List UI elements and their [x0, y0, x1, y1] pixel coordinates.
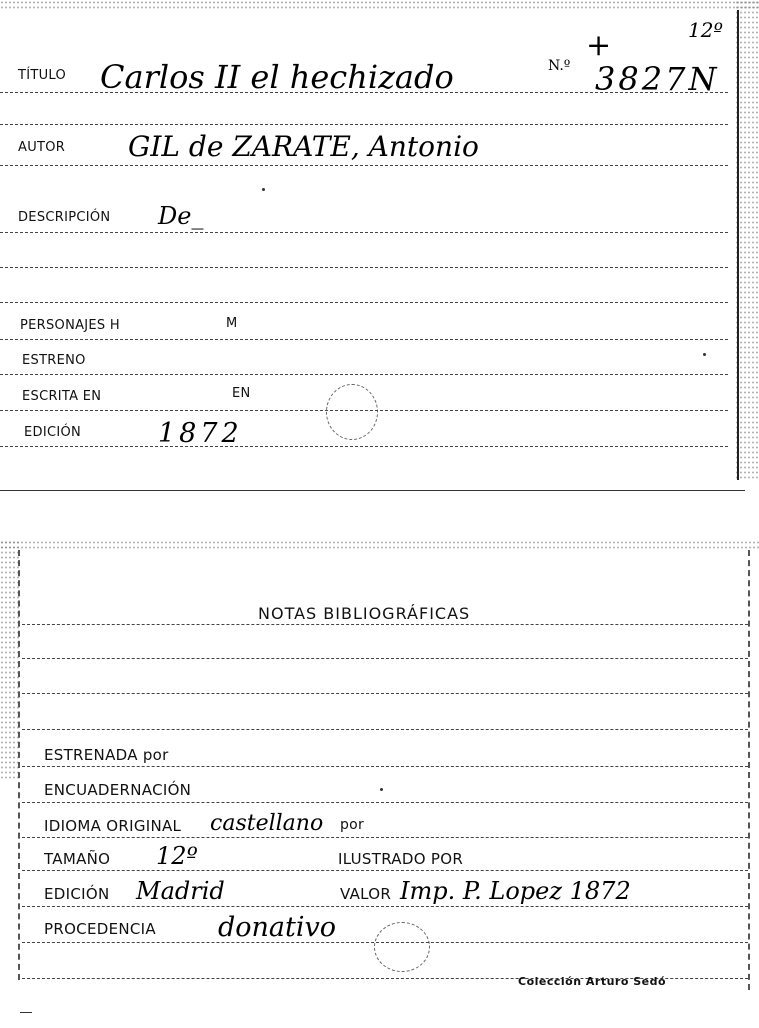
ink-dot [262, 188, 265, 191]
personajes-m-label: M [226, 316, 238, 331]
catalog-card-back [0, 540, 759, 1028]
procedencia-line [22, 942, 748, 943]
card-bottom-edge [0, 490, 745, 491]
edicion-line [0, 446, 728, 447]
escrita-en-2-label: EN [232, 386, 251, 401]
collection-footer: Colección Arturo Sedó [518, 975, 667, 988]
estreno-line [0, 374, 728, 375]
notas-line-2 [22, 658, 748, 659]
punch-hole-mark [374, 922, 430, 972]
card-right-edge [737, 10, 739, 480]
ilustrado-label: ILUSTRADO POR [338, 850, 464, 868]
estrenada-label: ESTRENADA por [44, 746, 169, 764]
descripcion-line-2 [0, 267, 728, 268]
punch-hole-mark [326, 384, 378, 440]
autor-label: AUTOR [18, 140, 66, 155]
escrita-en-label: ESCRITA EN [22, 389, 102, 404]
encuadernacion-line [22, 802, 748, 803]
numero-label: N.º [548, 58, 571, 74]
personajes-label: PERSONAJES H [20, 318, 120, 333]
edicion-valor-line [22, 906, 748, 907]
edge-mark [20, 1012, 32, 1013]
valor-value: Imp. P. Lopez 1872 [400, 877, 631, 905]
descripcion-label: DESCRIPCIÓN [18, 210, 111, 225]
tamano-label: TAMAÑO [44, 850, 111, 868]
scan-noise-left [0, 540, 20, 780]
idioma-label: IDIOMA ORIGINAL [44, 817, 182, 835]
tamano-value: 12º [156, 842, 198, 870]
ink-dot [380, 788, 383, 791]
catalog-card-front [0, 0, 759, 492]
scan-noise-top [0, 540, 759, 550]
procedencia-label: PROCEDENCIA [44, 920, 156, 938]
notas-line-4 [22, 729, 748, 730]
autor-value: GIL de ZARATE, Antonio [128, 130, 479, 163]
idioma-por-label: por [340, 817, 365, 833]
titulo-label: TÍTULO [18, 68, 67, 83]
scan-noise-top [0, 0, 759, 10]
estrenada-line [22, 766, 748, 767]
card-left-edge [18, 550, 20, 980]
card-right-edge [748, 550, 750, 990]
autor-line [0, 165, 728, 166]
tamano-line [22, 870, 748, 871]
numero-value: 3827N [595, 60, 720, 98]
descripcion-value: De_ [158, 202, 204, 230]
personajes-line [0, 339, 728, 340]
descripcion-line-3 [0, 302, 728, 303]
notas-heading: NOTAS BIBLIOGRÁFICAS [258, 604, 471, 623]
valor-label: VALOR [340, 885, 392, 903]
numero-mark: + [586, 28, 612, 63]
edicion-value: 1872 [158, 418, 243, 449]
ink-dot [703, 353, 706, 356]
descripcion-line-1 [0, 232, 728, 233]
idioma-line [22, 837, 748, 838]
edicion-label: EDICIÓN [24, 425, 82, 440]
separator-line [0, 124, 728, 125]
escrita-en-line [0, 410, 728, 411]
titulo-value: Carlos II el hechizado [100, 58, 454, 96]
idioma-value: castellano [210, 811, 324, 836]
procedencia-value: donativo [218, 912, 337, 943]
notas-line-3 [22, 693, 748, 694]
encuadernacion-label: ENCUADERNACIÓN [44, 781, 192, 799]
titulo-line [0, 92, 728, 93]
back-edicion-value: Madrid [136, 877, 225, 905]
corner-note: 12º [688, 18, 723, 42]
back-edicion-label: EDICIÓN [44, 885, 110, 903]
estreno-label: ESTRENO [22, 353, 86, 368]
notas-line-1 [22, 624, 748, 625]
